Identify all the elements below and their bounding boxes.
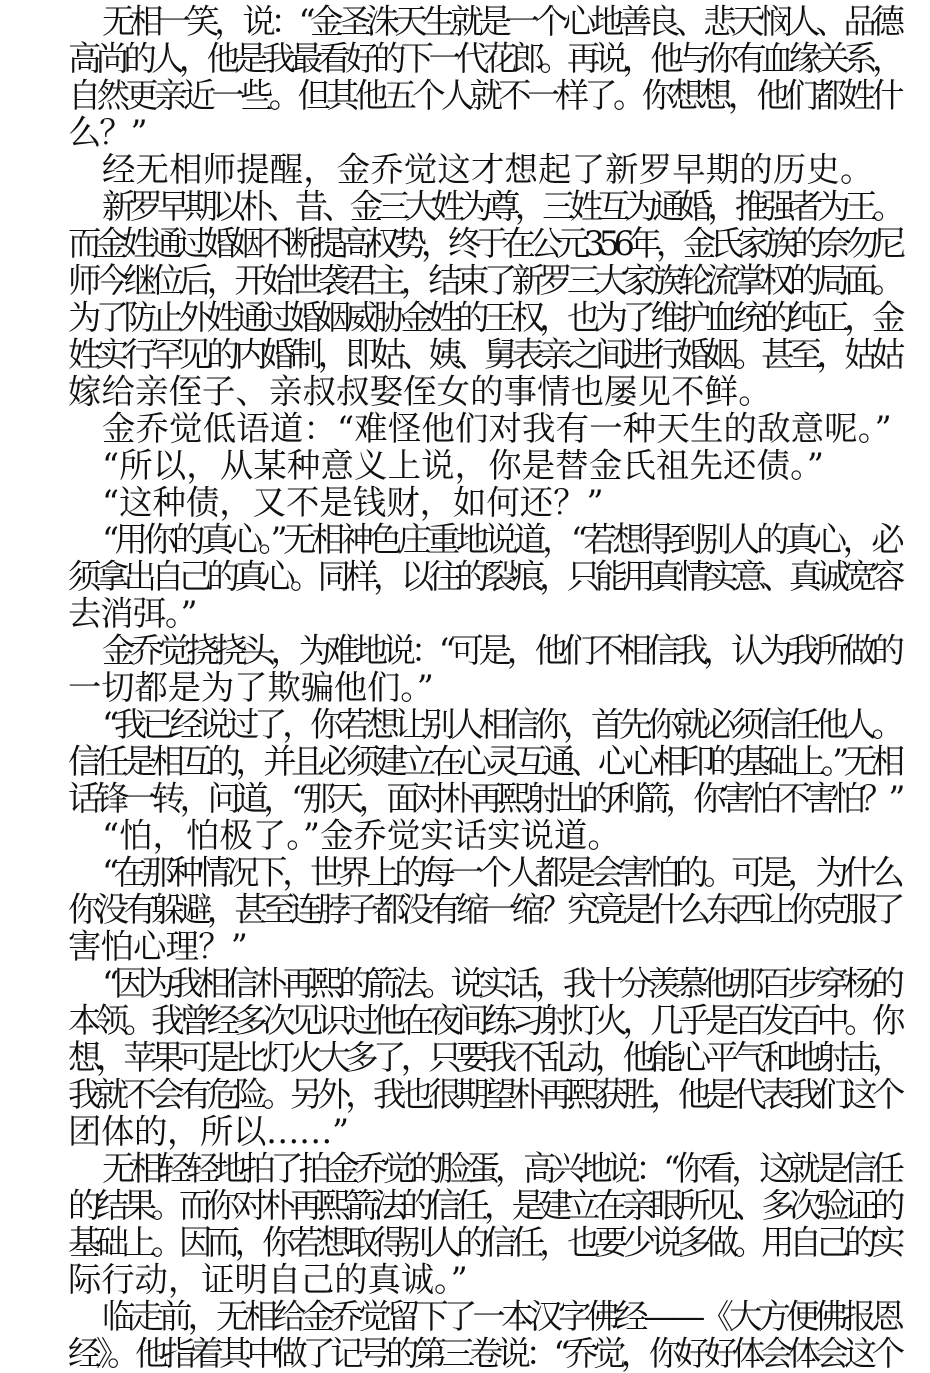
text-line: 你没有躲避，甚至连脖子都没有缩一缩？究竟是什么东西让你克服了: [68, 890, 900, 929]
text-line: 嫁给亲侄子、亲叔叔娶侄女的事情也屡见不鲜。: [68, 372, 772, 411]
text-line: 的结果。而你对朴再熙箭法的信任，是建立在亲眼所见、多次验证的: [68, 1186, 900, 1225]
body-text: [68, 3, 908, 1372]
text-line: 须拿出自己的真心。同样，以往的裂痕，只能用真情实意、真诚宽容: [68, 557, 900, 596]
text-line: 我就不会有危险。另外，我也很期望朴再熙获胜，他是代表我们这个: [68, 1075, 900, 1114]
text-line: 姓实行罕见的内婚制，即姑、姨、舅表亲之间进行婚姻。甚至，姑姑: [68, 335, 900, 374]
text-line: “这种债，又不是钱财，如何还？”: [102, 483, 604, 522]
text-line: 无相轻轻地拍了拍金乔觉的脸蛋，高兴地说：“你看，这就是信任: [102, 1149, 900, 1188]
text-line: “我已经说过了，你若想让别人相信你，首先你就必须信任他人。: [102, 705, 900, 744]
text-line: 师今继位后，开始世袭君主，结束了新罗三大家族轮流掌权的局面。: [68, 261, 900, 300]
text-line: 话锋一转，问道，“那天，面对朴再熙射出的利箭，你害怕不害怕？”: [68, 779, 900, 818]
text-line: “用你的真心。”无相神色庄重地说道，“若想得到别人的真心，必: [102, 520, 901, 559]
text-line: 基础上。因而，你若想取得别人的信任，也要少说多做。用自己的实: [68, 1223, 900, 1262]
text-line: 无相一笑，说：“金圣洙天生就是一个心地善良、悲天悯人、品德: [102, 2, 900, 41]
text-line: 经》。他指着其中做了记号的第三卷说：“乔觉，你好好体会体会这个: [68, 1334, 900, 1373]
text-line: 金乔觉挠挠头，为难地说：“可是，他们不相信我，认为我所做的: [102, 631, 900, 670]
text-line: 信任是相互的，并且必须建立在心灵互通、心心相印的基础上。”无相: [68, 742, 900, 781]
text-line: 害怕心理？”: [68, 927, 248, 966]
text-line: 为了防止外姓通过婚姻威胁金姓的王权，也为了维护血统的纯正，金: [68, 298, 900, 337]
text-line: 想，苹果可是比灯火大多了，只要我不乱动，他能心平气和地射击，: [68, 1038, 900, 1077]
text-line: 经无相师提醒，金乔觉这才想起了新罗早期的历史。: [102, 150, 874, 189]
text-line: 而金姓通过婚姻不断提高权势，终于在公元356年，金氏家族的奈勿尼: [68, 224, 901, 263]
text-line: “所以，从某种意义上说，你是替金氏祖先还债。”: [102, 446, 825, 485]
text-line: 一切都是为了欺骗他们。”: [68, 668, 434, 707]
text-line: “因为我相信朴再熙的箭法。说实话，我十分羡慕他那百步穿杨的: [102, 964, 900, 1003]
text-line: 新罗早期以朴、昔、金三大姓为尊，三姓互为通婚，推强者为王。: [102, 187, 900, 226]
text-line: 自然更亲近一些。但其他五个人就不一样了。你想想，他们都姓什: [68, 76, 900, 115]
text-line: 临走前，无相给金乔觉留下了一本汉字佛经——《大方便佛报恩: [102, 1297, 900, 1336]
text-line: 高尚的人，他是我最看好的下一代花郎。再说，他与你有血缘关系，: [68, 39, 900, 78]
text-line: 么？”: [68, 113, 146, 152]
text-line: “在那种情况下，世界上的每一个人都是会害怕的。可是，为什么: [102, 853, 900, 892]
text-line: 金乔觉低语道：“难怪他们对我有一种天生的敌意呢。”: [102, 409, 892, 448]
text-line: 本领。我曾经多次见识过他在夜间练习射灯火，几乎是百发百中。你: [68, 1001, 900, 1040]
text-line: “怕，怕极了。”金乔觉实话实说道。: [102, 816, 621, 855]
text-line: 际行动，证明自己的真诚。”: [68, 1260, 468, 1299]
text-line: 去消弭。”: [68, 594, 197, 633]
text-line: 团体的，所以……”: [68, 1112, 349, 1151]
